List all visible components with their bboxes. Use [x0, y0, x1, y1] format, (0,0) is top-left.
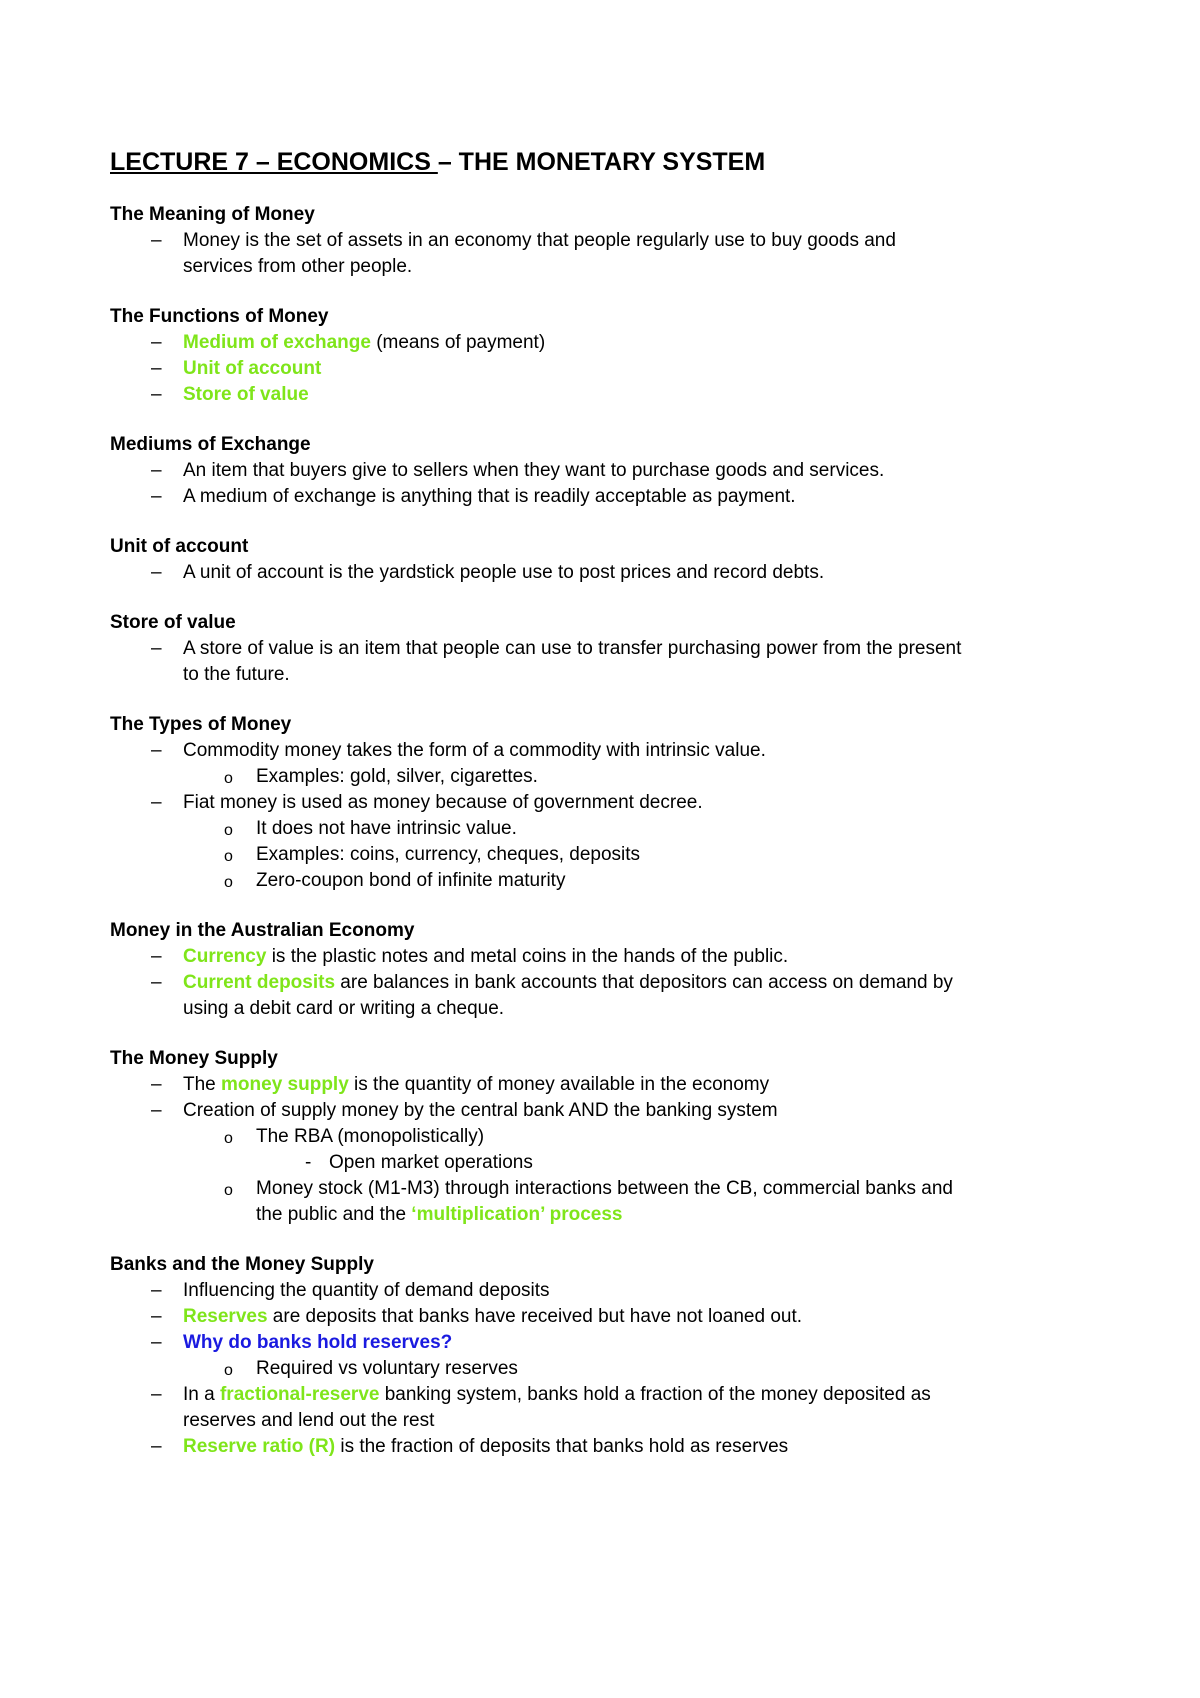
sub-bullet-item: o Required vs voluntary reserves: [110, 1356, 1090, 1382]
bullet-continuation: reserves and lend out the rest: [183, 1410, 435, 1431]
dash-bullet: –: [151, 740, 162, 761]
section-heading: The Meaning of Money: [110, 204, 315, 225]
circle-bullet: o: [224, 770, 233, 787]
dash-bullet: –: [151, 1332, 162, 1353]
dash-bullet: –: [151, 1280, 162, 1301]
section-money-supply: [110, 1046, 1090, 1228]
section-store-of-value: [110, 610, 1090, 688]
section-heading: The Functions of Money: [110, 306, 329, 327]
circle-bullet: o: [224, 1182, 233, 1199]
bullet-continuation: to the future.: [183, 664, 290, 685]
section-mediums-of-exchange: [110, 432, 1090, 510]
sub-bullet-item: o Money stock (M1-M3) through interactions between the CB, commercial banks and: [110, 1176, 1090, 1202]
dash-bullet: –: [151, 460, 162, 481]
highlighted-term: Medium of exchange: [183, 332, 371, 353]
sub-bullet-item: o It does not have intrinsic value.: [110, 816, 1090, 842]
bullet-item: – Currency is the plastic notes and metal coins in the hands of the public.: [110, 944, 1090, 970]
dash-bullet: –: [151, 486, 162, 507]
highlighted-term: Reserves: [183, 1306, 268, 1327]
sub-bullet-item: o The RBA (monopolistically): [110, 1124, 1090, 1150]
dash-bullet: –: [151, 1100, 162, 1121]
bullet-item: – Commodity money takes the form of a commodity with intrinsic value.: [110, 738, 1090, 764]
highlighted-term: fractional-reserve: [219, 1384, 380, 1405]
highlighted-term: Reserve ratio (R): [183, 1436, 336, 1457]
highlighted-term: Currency: [183, 946, 267, 967]
dash-bullet: –: [151, 332, 162, 353]
bullet-item: – Medium of exchange (means of payment): [110, 330, 1090, 356]
hyphen-bullet: -: [305, 1152, 312, 1173]
section-banks-money-supply: [110, 1252, 1090, 1460]
dash-bullet: –: [151, 792, 162, 813]
bullet-continuation: using a debit card or writing a cheque.: [183, 998, 505, 1019]
bullet-item: – Reserve ratio (R) is the fraction of deposits that banks hold as reserves: [110, 1434, 1090, 1460]
circle-bullet: o: [224, 848, 233, 865]
dash-bullet: –: [151, 230, 162, 251]
sub-bullet-item: o Examples: coins, currency, cheques, deposits: [110, 842, 1090, 868]
bullet-item: [110, 1330, 1090, 1356]
bullet-item: – The money supply is the quantity of money available in the economy: [110, 1072, 1090, 1098]
sub-bullet-item: o Zero-coupon bond of infinite maturity: [110, 868, 1090, 894]
section-australian-economy: [110, 918, 1090, 1022]
document-title: [110, 146, 1090, 178]
dash-bullet: –: [151, 638, 162, 659]
bullet-item: [110, 382, 1090, 408]
bullet-item: – Influencing the quantity of demand deposits: [110, 1278, 1090, 1304]
bullet-continuation: the public and the ‘multiplication’ process: [256, 1204, 623, 1225]
bullet-item: – Creation of supply money by the central bank AND the banking system: [110, 1098, 1090, 1124]
bullet-item: – A medium of exchange is anything that is readily acceptable as payment.: [110, 484, 1090, 510]
bullet-item: – Money is the set of assets in an economy that people regularly use to buy goods and: [110, 228, 1090, 254]
highlighted-term: Unit of account: [183, 358, 322, 379]
title-rest: – THE MONETARY SYSTEM: [437, 148, 766, 176]
bullet-item: – An item that buyers give to sellers when they want to purchase goods and services.: [110, 458, 1090, 484]
bullet-item: [110, 356, 1090, 382]
circle-bullet: o: [224, 874, 233, 891]
bullet-item: – A store of value is an item that people can use to transfer purchasing power from the present: [110, 636, 1090, 662]
section-heading: Mediums of Exchange: [110, 434, 311, 455]
dash-bullet: –: [151, 972, 162, 993]
bullet-item: – In a fractional-reserve banking system, banks hold a fraction of the money deposited as: [110, 1382, 1090, 1408]
dash-bullet: –: [151, 1306, 162, 1327]
bullet-item: – Fiat money is used as money because of government decree.: [110, 790, 1090, 816]
section-heading: The Types of Money: [110, 714, 292, 735]
title-underlined: LECTURE 7 – ECONOMICS: [110, 148, 438, 176]
dash-bullet: –: [151, 562, 162, 583]
dash-bullet: –: [151, 1436, 162, 1457]
bullet-item: – A unit of account is the yardstick people use to post prices and record debts.: [110, 560, 1090, 586]
dash-bullet: –: [151, 1384, 162, 1405]
sub-sub-bullet-item: - Open market operations: [110, 1150, 1090, 1176]
section-heading: The Money Supply: [110, 1048, 278, 1069]
dash-bullet: –: [151, 946, 162, 967]
dash-bullet: –: [151, 1074, 162, 1095]
highlighted-term: Current deposits: [183, 972, 336, 993]
section-unit-of-account: [110, 534, 1090, 586]
dash-bullet: –: [151, 358, 162, 379]
section-heading: Money in the Australian Economy: [110, 920, 415, 941]
dash-bullet: –: [151, 384, 162, 405]
section-heading: Banks and the Money Supply: [110, 1254, 374, 1275]
section-functions-of-money: [110, 304, 1090, 408]
sub-bullet-item: o Examples: gold, silver, cigarettes.: [110, 764, 1090, 790]
bullet-item: – Reserves are deposits that banks have received but have not loaned out.: [110, 1304, 1090, 1330]
highlighted-term: Store of value: [183, 384, 309, 405]
section-types-of-money: [110, 712, 1090, 894]
circle-bullet: o: [224, 1362, 233, 1379]
section-heading: Unit of account: [110, 536, 249, 557]
highlighted-term: ‘multiplication’ process: [411, 1204, 623, 1225]
bullet-continuation: services from other people.: [183, 256, 413, 277]
bullet-item: – Current deposits are balances in bank accounts that depositors can access on demand by: [110, 970, 1090, 996]
circle-bullet: o: [224, 822, 233, 839]
circle-bullet: o: [224, 1130, 233, 1147]
section-heading: Store of value: [110, 612, 236, 633]
section-meaning-of-money: [110, 202, 1090, 280]
highlighted-question: Why do banks hold reserves?: [183, 1332, 453, 1353]
highlighted-term: money supply: [221, 1074, 349, 1095]
